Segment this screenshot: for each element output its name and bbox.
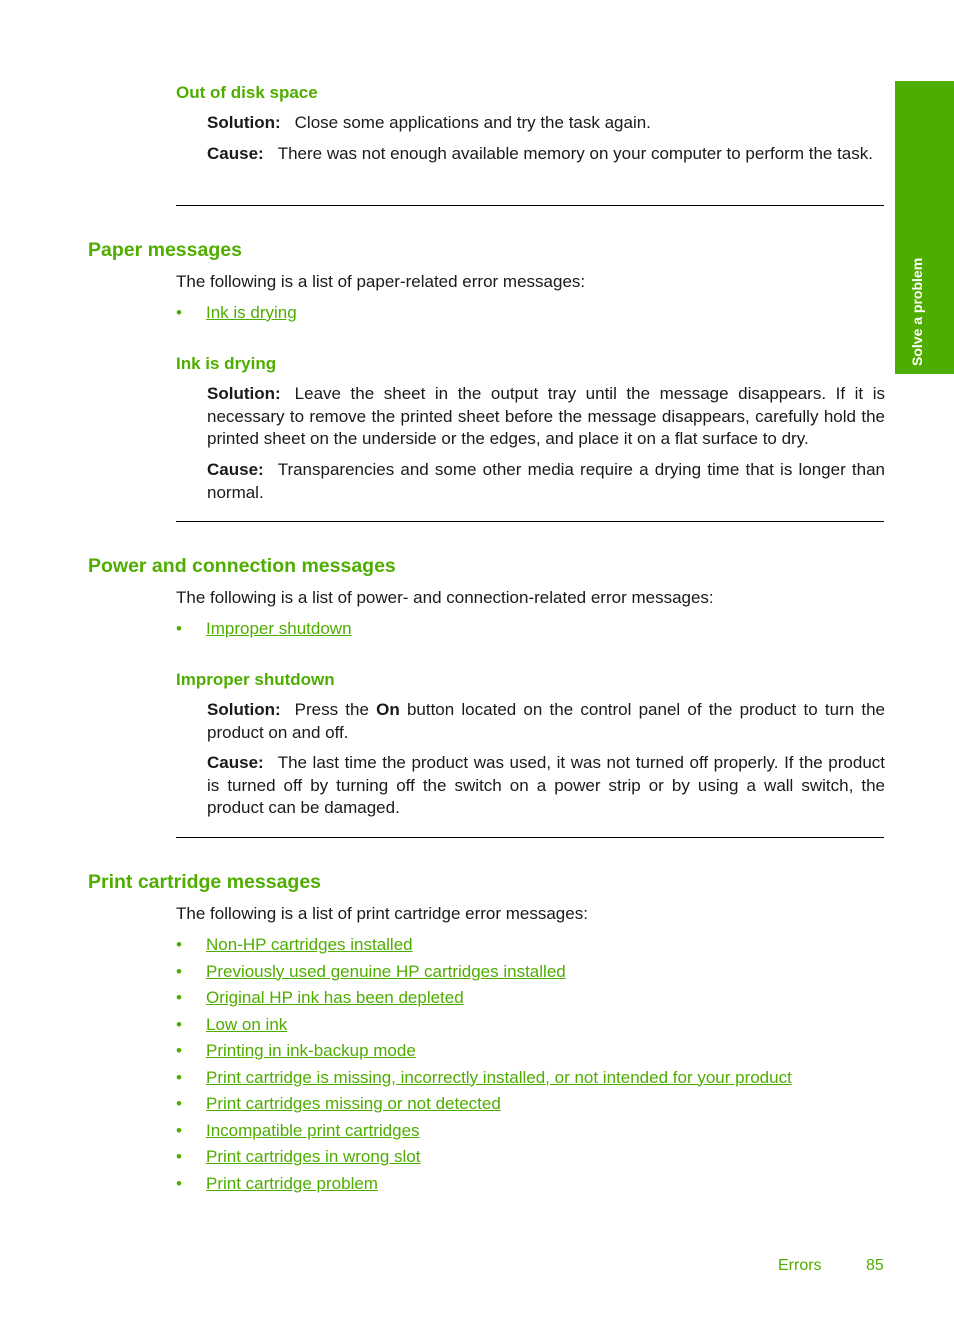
paper-link-list [176,302,297,329]
paper-intro: The following is a list of paper-related error messages: [176,272,586,291]
message-link[interactable]: Previously used genuine HP cartridges installed [206,961,566,981]
ink-drying-solution [207,383,885,451]
solution-text: Close some applications and try the task again. [294,113,651,132]
message-link[interactable]: Ink is drying [206,303,297,322]
list-item [176,1093,792,1120]
heading-ink-is-drying: Ink is drying [176,354,277,373]
cause-text: There was not enough available memory on your computer to perform the task. [277,144,873,163]
heading-print-cartridge-messages: Print cartridge messages [88,871,322,893]
list-item [176,1040,792,1067]
footer-section: Errors [778,1257,822,1274]
list-item [176,1067,792,1094]
solution-label: Solution: [207,700,281,719]
bullet-icon: • [176,988,182,1007]
heading-out-of-disk-space: Out of disk space [176,83,318,102]
solution-label: Solution: [207,113,281,132]
bullet-icon: • [176,1147,182,1166]
solution-label: Solution: [207,384,281,403]
ink-drying-cause [207,459,885,504]
divider [176,521,884,522]
list-item [176,934,792,961]
solution-text-post: button located on the control panel of the product to turn the product on and off. [207,700,885,742]
on-button-name: On [376,700,400,719]
message-link[interactable]: Non-HP cartridges installed [206,935,413,954]
power-intro: The following is a list of power- and connection-related error messages: [176,588,714,607]
message-link[interactable]: Print cartridge is missing, incorrectly installed, or not intended for your product [206,1067,792,1087]
bullet-icon: • [176,1173,182,1193]
cause-text: The last time the product was used, it was not turned off properly. If the product is turned off by turning off the switch on a power strip or by using a wall switch, the product can be damaged. [207,753,885,817]
bullet-icon: • [176,619,182,638]
cause-label: Cause: [207,460,264,479]
list-item [176,1014,792,1041]
cause-label: Cause: [207,753,264,772]
improper-shutdown-cause [207,752,885,820]
message-link[interactable]: Original HP ink has been depleted [206,988,464,1007]
message-link[interactable]: Printing in ink-backup mode [206,1041,416,1060]
improper-shutdown-solution [207,699,885,744]
heading-paper-messages: Paper messages [88,239,242,261]
heading-improper-shutdown: Improper shutdown [176,670,335,689]
bullet-icon: • [176,961,182,981]
message-link[interactable]: Improper shutdown [206,619,352,638]
footer-page-number: 85 [866,1257,884,1274]
bullet-icon: • [176,1094,182,1113]
list-item [176,1146,792,1173]
out-of-disk-solution [207,112,885,135]
cause-label: Cause: [207,144,264,163]
message-link[interactable]: Print cartridges missing or not detected [206,1094,501,1113]
bullet-icon: • [176,1014,182,1034]
side-tab-label: Solve a problem [909,257,925,366]
out-of-disk-cause [207,143,885,166]
divider [176,205,884,206]
power-link-list [176,618,352,645]
list-item [176,961,792,988]
heading-power-connection-messages: Power and connection messages [88,555,396,577]
solution-text: Leave the sheet in the output tray until the message disappears. If it is necessary to remove the printed sheet before the message disappears, carefully hold the printed sheet on the underside or the edges, and place it on a flat surface to dry. [207,384,885,448]
cartridge-link-list [176,934,792,1199]
divider [176,837,884,838]
bullet-icon: • [176,1120,182,1140]
list-item [176,1173,792,1200]
bullet-icon: • [176,935,182,954]
bullet-icon: • [176,303,182,322]
list-item [176,302,297,329]
message-link[interactable]: Low on ink [206,1014,288,1034]
cartridge-intro: The following is a list of print cartridge error messages: [176,904,588,923]
bullet-icon: • [176,1067,182,1087]
list-item [176,618,352,645]
list-item [176,1120,792,1147]
message-link[interactable]: Print cartridges in wrong slot [206,1147,421,1166]
cause-text: Transparencies and some other media require a drying time that is longer than normal. [207,460,885,502]
solution-text-pre: Press the [294,700,377,719]
message-link[interactable]: Incompatible print cartridges [206,1120,420,1140]
message-link[interactable]: Print cartridge problem [206,1173,378,1193]
list-item [176,987,792,1014]
bullet-icon: • [176,1041,182,1060]
